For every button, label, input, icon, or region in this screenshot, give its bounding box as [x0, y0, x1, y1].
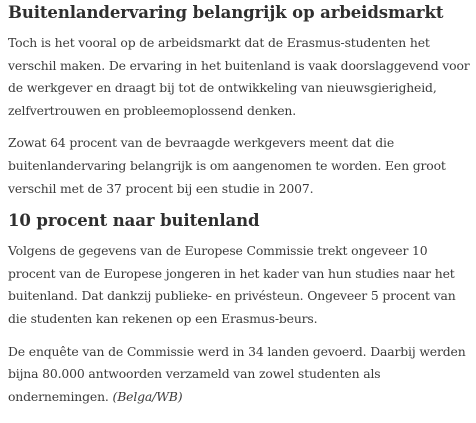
paragraph: Volgens de gegevens van de Europese Commissie trekt ongeveer 10 procent van de Europese jongeren in het kader van hun studies naar het buitenland. Dat dankzij publieke- en privésteun. Ongeveer 5 procent van die studenten kan rekenen op een Erasmus-beurs. [8, 243, 456, 326]
section-heading: 10 procent naar buitenland [8, 211, 260, 231]
paragraph-with-source [8, 341, 470, 409]
paragraph: Toch is het vooral op de arbeidsmarkt dat de Erasmus-studenten het verschil maken. De ervaring in het buitenland is vaak doorslaggevend voor de werkgever en draagt bij tot de ontwikkeling van nieuwsgierigheid, zelfvertrouwen en probleemoplossend denken. [8, 35, 470, 118]
paragraph: Zowat 64 procent van de bevraagde werkgevers meent dat die buitenlandervaring belangrijk is om aangenomen te worden. Een groot verschil met de 37 procent bij een studie in 2007. [8, 135, 446, 196]
paragraph-text: De enquête van de Commissie werd in 34 landen gevoerd. Daarbij werden bijna 80.000 antwoorden verzameld van zowel studenten als ondernemingen. [8, 343, 466, 404]
section-heading: Buitenlandervaring belangrijk op arbeidsmarkt [8, 3, 444, 22]
article-body [8, 0, 470, 418]
source-credit: (Belga/WB) [112, 388, 183, 404]
